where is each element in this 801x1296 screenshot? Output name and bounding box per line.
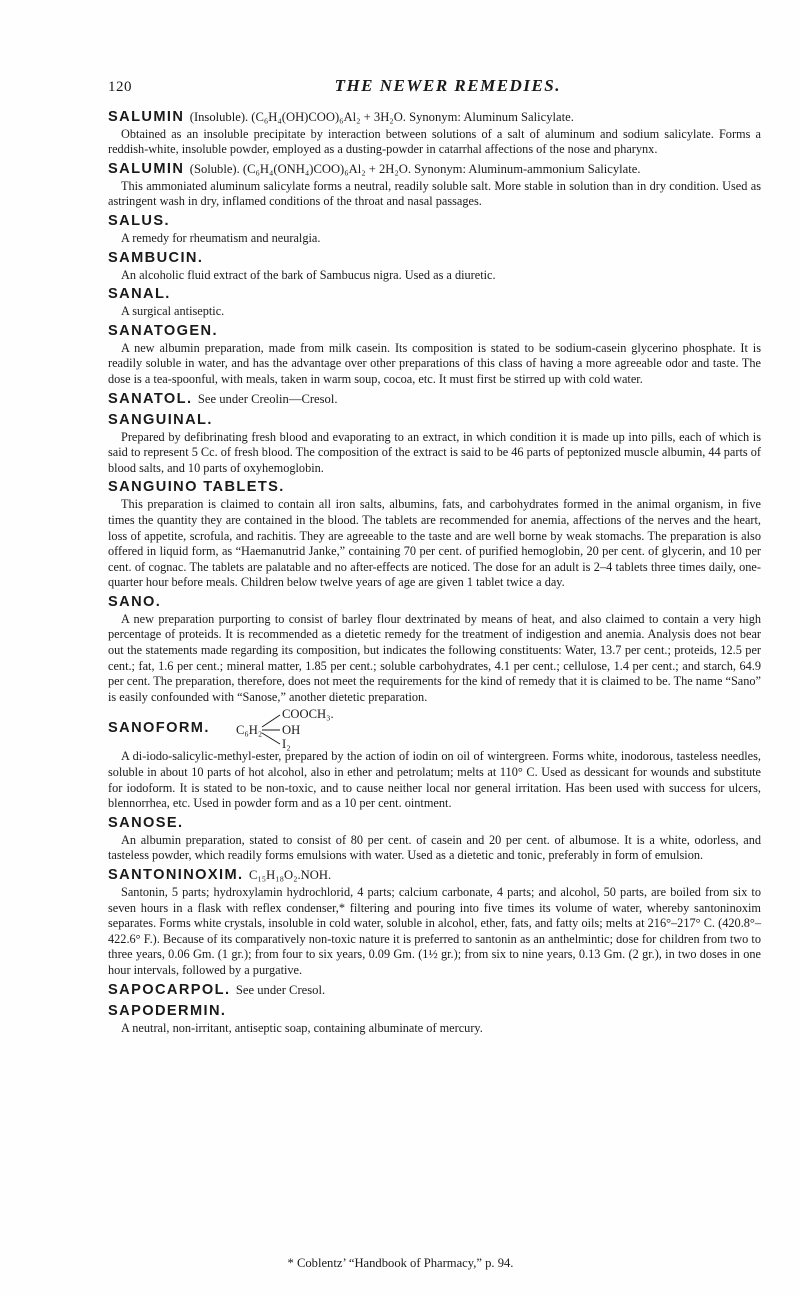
entry-heading: SALUS. — [108, 212, 170, 229]
structural-formula — [108, 707, 761, 752]
entry-heading: SANOSE. — [108, 814, 184, 831]
formula-group-bottom: I₂ — [282, 737, 291, 752]
entry-heading: SANATOL. — [108, 390, 193, 407]
formula-core: C₆H₂ — [236, 723, 263, 738]
entry-salumin-insoluble — [108, 108, 761, 158]
entry-salus — [108, 212, 761, 247]
entry-heading: SANGUINO TABLETS. — [108, 479, 285, 496]
entry-formula: C₁₅H₁₈O₂.NOH. — [248, 868, 332, 882]
formula-group-top: COOCH₃. — [282, 707, 334, 722]
entry-sano — [108, 593, 761, 706]
entry-description: A remedy for rheumatism and neuralgia. — [121, 230, 321, 245]
entry-heading: SAPOCARPOL. — [108, 981, 231, 998]
entry-sapodermin — [108, 1002, 761, 1037]
entry-formula-synonym: (Soluble). (C₆H₄(ONH₄)COO)₆Al₂ + 2H₂O. Synonym: Aluminum-ammonium Salicylate. — [189, 161, 641, 176]
entry-salumin-soluble — [108, 160, 761, 210]
entry-sanguinal — [108, 411, 761, 477]
entry-sanal — [108, 285, 761, 320]
entry-santoninoxim — [108, 866, 761, 979]
entry-heading: SALUMIN — [108, 108, 185, 125]
entry-description: A di-iodo-salicylic-methyl-ester, prepared by the action of iodin on oil of wintergreen. Forms white, inodorous, tasteless needles, soluble in about 10 parts of hot alcohol, also in ether and petrolatum; melts at 110° C. Used as dessicant for wounds and substitute for iodoform. It is stated to be non-toxic, and to cause neither local nor general irritation. Has been used with success for ulcers, blennorrhea, etc. Used in powder form and as a 10 per cent. ointment. — [108, 749, 761, 811]
entry-heading: SANATOGEN. — [108, 322, 218, 339]
entry-description: An alcoholic fluid extract of the bark of Sambucus nigra. Used as a diuretic. — [121, 267, 496, 282]
page-number: 120 — [108, 79, 132, 95]
entry-cross-reference: See under Creolin—Cresol. — [197, 391, 338, 406]
entry-sanguino-tablets — [108, 478, 761, 591]
entry-description: A surgical antiseptic. — [121, 304, 225, 319]
entry-heading: SAMBUCIN. — [108, 249, 204, 266]
entry-description: An albumin preparation, stated to consist of 80 per cent. of casein and 20 per cent. of albumose. It is a white, odorless, and tasteless powder, which readily forms emulsions with water. Used as a dietetic and tonic, preferably in form of emulsion. — [108, 832, 761, 863]
entry-heading: SANOFORM. — [108, 720, 210, 737]
entry-heading: SAPODERMIN. — [108, 1002, 227, 1019]
entry-description: This ammoniated aluminum salicylate forms a neutral, readily soluble salt. More stable in solution than in dry condition. Used as astringent wash in dry, inflamed conditions of the throat and nasal passages. — [108, 178, 761, 209]
entry-description: Obtained as an insoluble precipitate by interaction between solutions of a salt of aluminum and sodium salicylate. Forms a reddish-white, insoluble powder, employed as a dusting-powder in catarrhal affections of the nose and pharynx. — [108, 126, 761, 157]
formula-bond-lines — [258, 711, 284, 747]
entry-sanose — [108, 814, 761, 864]
entry-heading: SANGUINAL. — [108, 411, 213, 428]
entry-description: A neutral, non-irritant, antiseptic soap, containing albuminate of mercury. — [121, 1020, 483, 1035]
entry-cross-reference: See under Cresol. — [235, 982, 326, 997]
footnote: * Coblentz’ “Handbook of Pharmacy,” p. 94. — [287, 1256, 514, 1270]
entry-heading: SALUMIN — [108, 160, 185, 177]
entry-sapocarpol — [108, 981, 761, 1000]
entry-heading: SANTONINOXIM. — [108, 867, 244, 883]
entry-description: Prepared by defibrinating fresh blood and evaporating to an extract, in which condition it is made up into pills, each of which is said to represent 5 Cc. of fresh blood. The composition of the extract is said to be 46 parts of peptonized muscle albumin, 44 parts of blood salts, and 10 parts of oxyhemoglobin. — [108, 429, 761, 475]
entry-heading: SANO. — [108, 593, 162, 610]
entry-description: This preparation is claimed to contain all iron salts, albumins, fats, and carbohydrates formed in the animal organism, in five times the quantity they are contained in the blood. The tablets are recommended for anemia, affections of the nerves and the heart, loss of appetite, scrofula, and rachitis. They are agreeable to the taste and are well borne by weak stomachs. The preparation is also offered in liquid form, as “Haemanutrid Janke,” containing 70 per cent. of purified hemoglobin, 20 per cent. of glycerin, and 10 per cent. of cognac. The tablets are palatable and no after-effects are noticed. The dose for an adult is 2–4 tablets three times daily, one-quarter hour before meals. Children below twelve years of age are given 1 tablet twice a day. — [108, 497, 761, 590]
entry-description: A new albumin preparation, made from milk casein. Its composition is stated to be sodium-casein glycerino phosphate. It is readily soluble in water, and has the advantage over other preparations of this class of having a more agreeable odor and taste. The dose is a tea-spoonful, with meals, taken in warm soup, cocoa, etc. It must first be stirred up with cold water. — [108, 340, 761, 386]
entry-description: Santonin, 5 parts; hydroxylamin hydrochlorid, 4 parts; calcium carbonate, 4 parts; and alcohol, 50 parts, are boiled from six to seven hours in a flask with reflex condenser,* filtering and pouring into five times its volume of water, whereby santoninoxim separates. Forms white crystals, insoluble in cold water, soluble in alcohol, ether, fats, and fatty oils; melts at 216°–217° C. (420.8°–422.6° F.). Because of its comparatively non-toxic nature it is preferred to santonin as an anthelmintic; dose for children from two to three years, 0.06 Gm. (1 gr.); from four to six years, 0.09 Gm. (1½ gr.); from six to nine years, 0.13 Gm. (2 gr.), in two doses in one hour intervals, followed by a purgative. — [108, 885, 761, 977]
entry-heading: SANAL. — [108, 286, 171, 303]
running-head — [108, 78, 761, 96]
entry-description: A new preparation purporting to consist of barley flour dextrinated by means of heat, and also claimed to contain a very high percentage of proteids. It is recommended as a dietetic remedy for the treatment of indigestion and anemia. Analysis does not bear out the statements made regarding its composition, but indicates the following constituents: Water, 13.7 per cent.; proteids, 12.5 per cent.; fat, 1.6 per cent.; mineral matter, 1.85 per cent.; soluble carbohydrates, 4.1 per cent.; cellulose, 1.4 per cent.; and starch, 64.9 per cent. The preparation, therefore, does not meet the requirements for the kind of remedy that it is claimed to be. The name “Sano” is easily confounded with “Sanose,” another dietetic preparation. — [108, 611, 761, 704]
formula-group-middle: OH — [282, 723, 301, 738]
running-title: THE NEWER REMEDIES. — [334, 76, 561, 95]
entry-sanoform — [108, 707, 761, 811]
entry-sambucin — [108, 249, 761, 284]
entry-formula-synonym: (Insoluble). (C₆H₄(OH)COO)₆Al₂ + 3H₂O. Synonym: Aluminum Salicylate. — [189, 109, 574, 124]
entry-sanatogen — [108, 322, 761, 388]
entry-sanatol — [108, 390, 761, 409]
